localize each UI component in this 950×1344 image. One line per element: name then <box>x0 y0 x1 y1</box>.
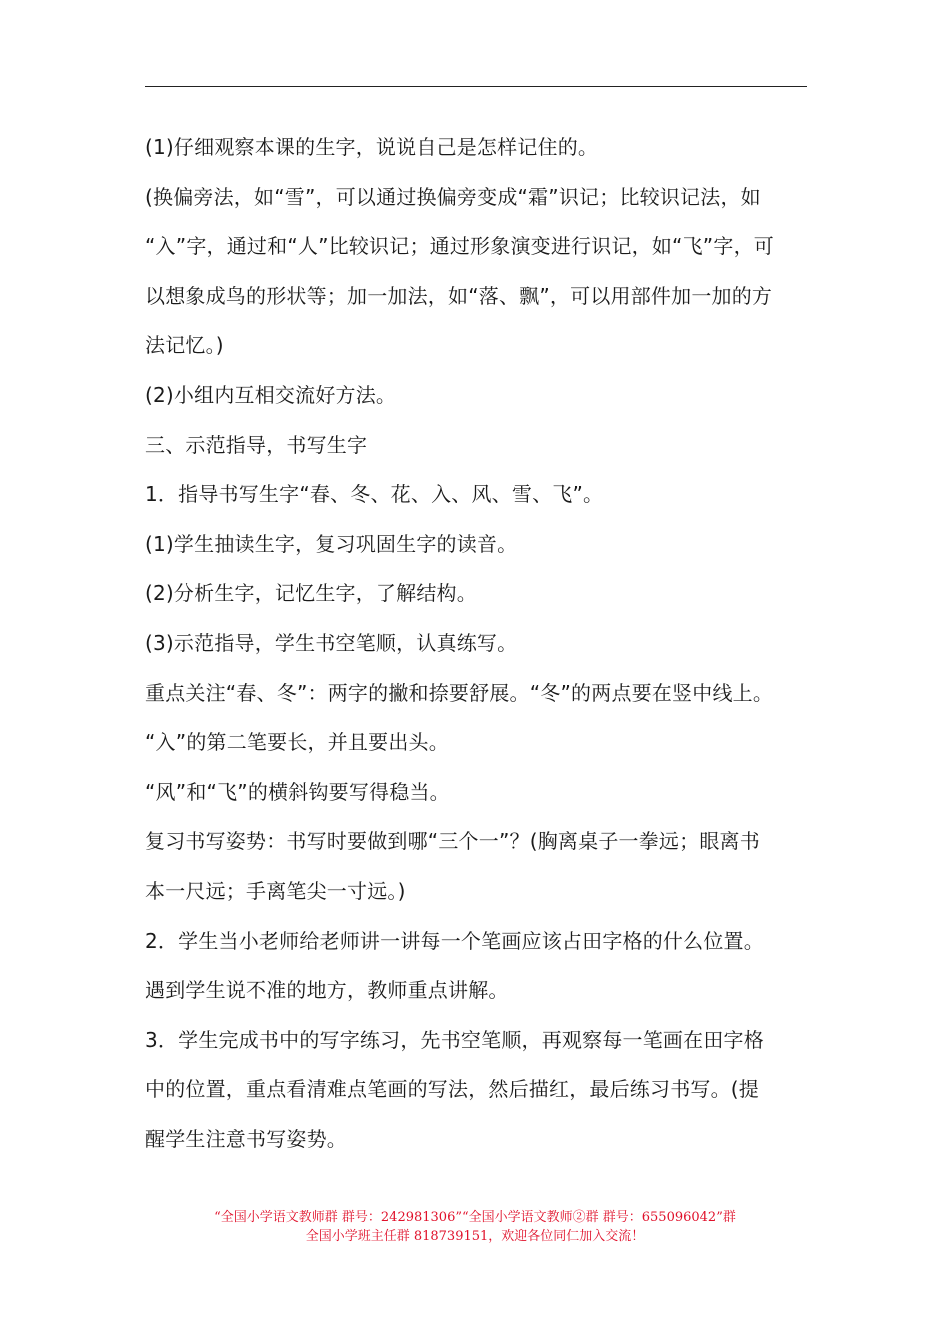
footer-line-1: “全国小学语文教师群 群号：242981306”“全国小学语文教师②群 群号：655096042”群 <box>214 1210 736 1225</box>
header-rule <box>145 86 807 87</box>
text-line: (2)小组内互相交流好方法。 <box>145 382 397 407</box>
text-line: (1)学生抽读生字，复习巩固生字的读音。 <box>145 531 518 556</box>
text-line: (3)示范指导，学生书空笔顺，认真练写。 <box>145 630 518 655</box>
text-line: “入”字，通过和“人”比较识记；通过形象演变进行识记，如“飞”字，可 <box>145 234 774 259</box>
text-line: 1．指导书写生字“春、冬、花、入、风、雪、飞”。 <box>145 482 604 507</box>
text-line: 本一尺远；手离笔尖一寸远。) <box>145 878 406 903</box>
section-heading: 三、示范指导，书写生字 <box>145 432 368 457</box>
text-line: 3．学生完成书中的写字练习，先书空笔顺，再观察每一笔画在田字格 <box>145 1027 764 1052</box>
text-line: 遇到学生说不准的地方，教师重点讲解。 <box>145 978 509 1003</box>
text-line: 中的位置，重点看清难点笔画的写法，然后描红，最后练习书写。(提 <box>145 1077 760 1102</box>
footer-line-2: 全国小学班主任群 818739151，欢迎各位同仁加入交流！ <box>305 1229 645 1244</box>
text-line: “风”和“飞”的横斜钩要写得稳当。 <box>145 779 450 804</box>
text-line: (2)分析生字，记忆生字，了解结构。 <box>145 581 477 606</box>
text-line: 法记忆。) <box>145 333 224 358</box>
text-line: 醒学生注意书写姿势。 <box>145 1126 347 1151</box>
text-line: (换偏旁法，如“雪”，可以通过换偏旁变成“霜”识记；比较识记法，如 <box>145 184 761 209</box>
document-body <box>145 123 809 1164</box>
text-line: (1)仔细观察本课的生字，说说自己是怎样记住的。 <box>145 135 599 159</box>
text-line: 复习书写姿势：书写时要做到哪“三个一”？(胸离桌子一拳远；眼离书 <box>145 829 760 854</box>
text-line: 2．学生当小老师给老师讲一讲每一个笔画应该占田字格的什么位置。 <box>145 928 764 953</box>
text-line: 重点关注“春、冬”：两字的撇和捺要舒展。“冬”的两点要在竖中线上。 <box>145 680 774 705</box>
text-line: “入”的第二笔要长，并且要出头。 <box>145 730 449 755</box>
footer-notice <box>0 1208 950 1246</box>
text-line: 以想象成鸟的形状等；加一加法，如“落、飘”，可以用部件加一加的方 <box>145 283 773 308</box>
